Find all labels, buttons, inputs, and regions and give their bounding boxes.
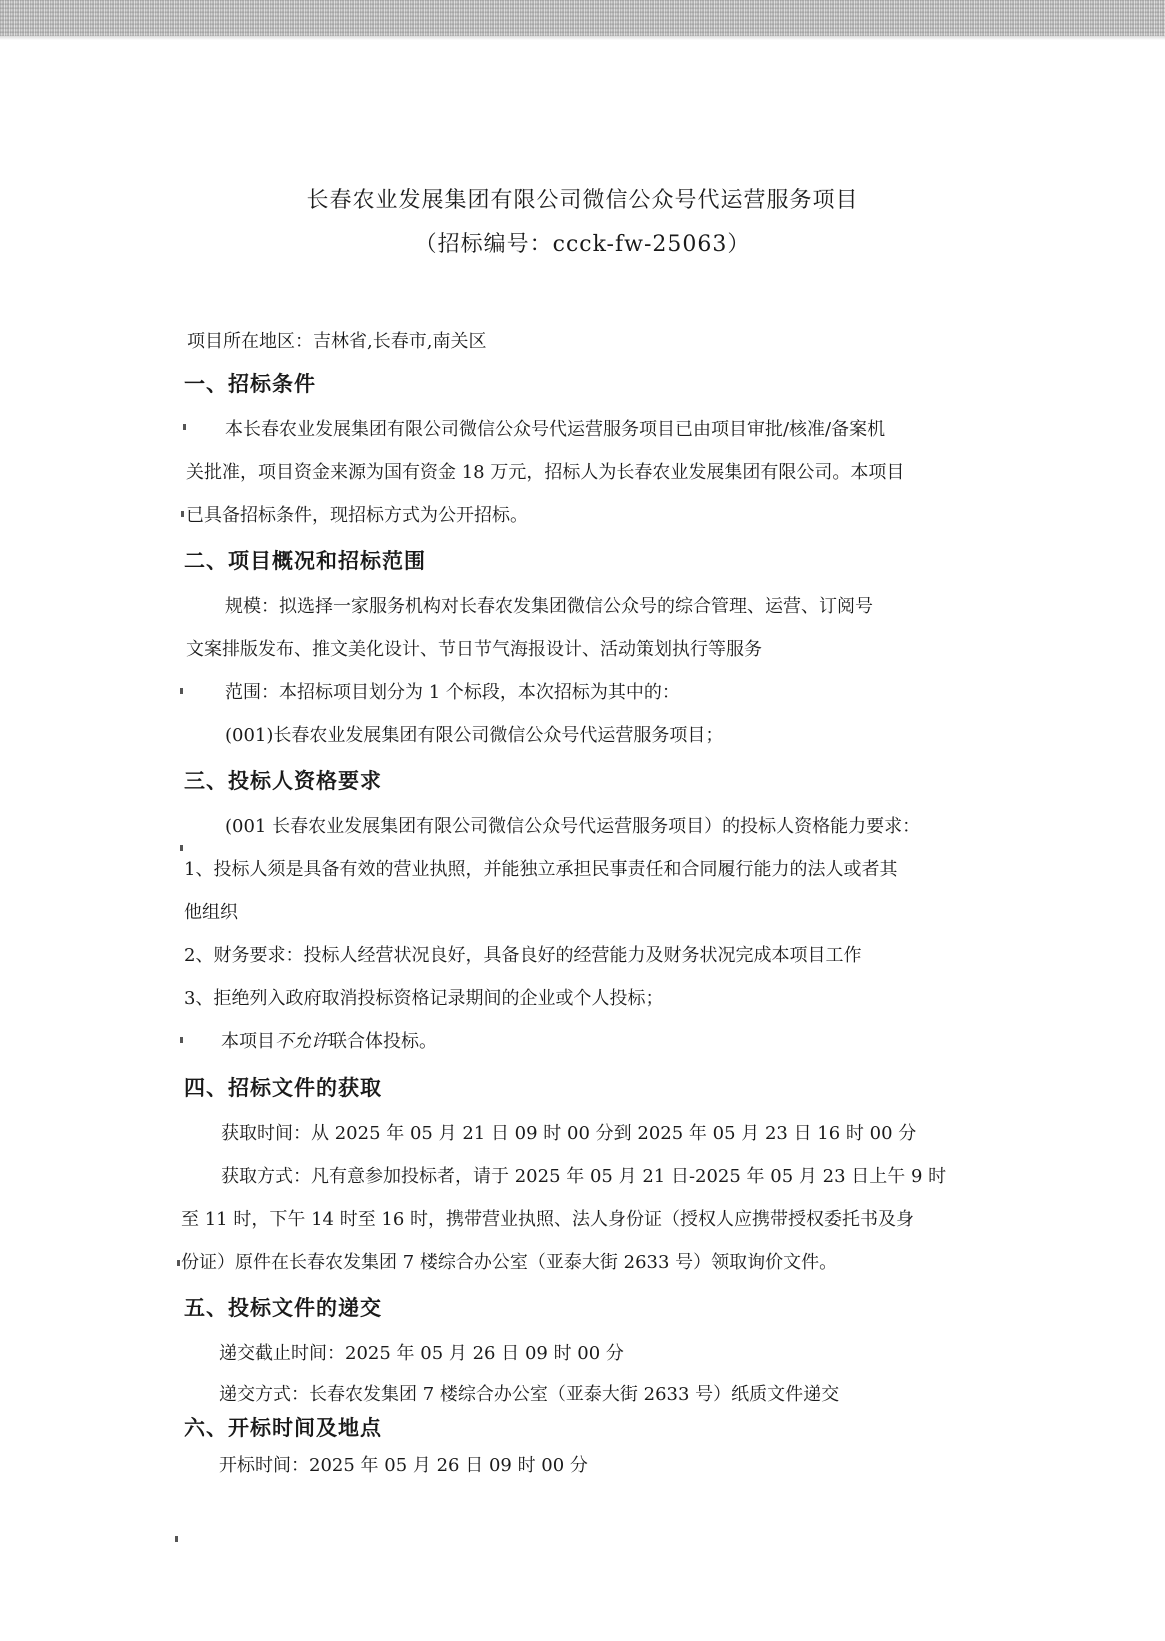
consortium-suffix: 联合体投标。 <box>329 1031 437 1052</box>
consortium-prefix: 本项目 <box>221 1031 275 1052</box>
scan-speck <box>180 688 183 694</box>
section-4-line-1: 获取时间：从 2025 年 05 月 21 日 09 时 00 分到 2025 年 05 月 23 日 16 时 00 分 <box>221 1123 917 1144</box>
section-3-line-4: 2、财务要求：投标人经营状况良好，具备良好的经营能力及财务状况完成本项目工作 <box>184 945 862 966</box>
section-5-line-2: 递交方式：长春农发集团 7 楼综合办公室（亚泰大街 2633 号）纸质文件递交 <box>219 1384 840 1405</box>
scan-noise-strip <box>0 0 1165 36</box>
tender-number: （招标编号：ccck-fw-25063） <box>414 232 751 257</box>
section-1-line-1: 本长春农业发展集团有限公司微信公众号代运营服务项目已由项目审批/核准/备案机 <box>225 419 886 440</box>
consortium-statement <box>221 1027 437 1053</box>
section-6-line-1: 开标时间：2025 年 05 月 26 日 09 时 00 分 <box>219 1455 588 1476</box>
section-2-line-3: 范围：本招标项目划分为 1 个标段，本次招标为其中的： <box>225 682 680 703</box>
section-3-line-1: (001 长春农业发展集团有限公司微信公众号代运营服务项目）的投标人资格能力要求： <box>225 816 921 837</box>
scan-speck <box>183 424 186 430</box>
section-1-line-2: 关批准，项目资金来源为国有资金 18 万元，招标人为长春农业发展集团有限公司。本项目 <box>186 462 905 483</box>
section-2-line-4: (001)长春农业发展集团有限公司微信公众号代运营服务项目； <box>225 725 724 746</box>
document-title: 长春农业发展集团有限公司微信公众号代运营服务项目 <box>306 188 859 213</box>
section-5-heading: 五、投标文件的递交 <box>184 1296 382 1320</box>
section-5-line-1: 递交截止时间：2025 年 05 月 26 日 09 时 00 分 <box>219 1343 624 1364</box>
scan-noise-edge <box>0 36 1165 40</box>
scan-speck <box>175 1536 178 1542</box>
section-3-heading: 三、投标人资格要求 <box>184 769 382 793</box>
section-2-line-2: 文案排版发布、推文美化设计、节日节气海报设计、活动策划执行等服务 <box>186 639 762 660</box>
section-4-line-4: 份证）原件在长春农发集团 7 楼综合办公室（亚泰大街 2633 号）领取询价文件。 <box>181 1252 838 1273</box>
section-1-heading: 一、招标条件 <box>184 372 316 396</box>
section-6-heading: 六、开标时间及地点 <box>184 1416 382 1440</box>
scan-speck <box>180 1037 183 1043</box>
section-3-line-2: 1、投标人须是具备有效的营业执照，并能独立承担民事责任和合同履行能力的法人或者其 <box>184 859 898 880</box>
section-2-heading: 二、项目概况和招标范围 <box>184 549 426 573</box>
section-4-heading: 四、招标文件的获取 <box>184 1076 382 1100</box>
scan-speck <box>177 1260 180 1266</box>
scan-speck <box>180 845 183 851</box>
section-4-line-2: 获取方式：凡有意参加投标者，请于 2025 年 05 月 21 日-2025 年 05 月 23 日上午 9 时 <box>221 1166 947 1187</box>
section-4-line-3: 至 11 时，下午 14 时至 16 时，携带营业执照、法人身份证（授权人应携带授权委托书及身 <box>181 1209 915 1230</box>
section-1-line-3: 已具备招标条件，现招标方式为公开招标。 <box>186 505 528 526</box>
project-location: 项目所在地区：吉林省,长春市,南关区 <box>187 331 487 352</box>
section-3-line-5: 3、拒绝列入政府取消投标资格记录期间的企业或个人投标； <box>184 988 664 1009</box>
consortium-italic: 不允许 <box>275 1031 329 1052</box>
scan-speck <box>181 511 184 517</box>
section-3-line-3: 他组织 <box>184 902 238 923</box>
section-2-line-1: 规模：拟选择一家服务机构对长春农发集团微信公众号的综合管理、运营、订阅号 <box>225 596 873 617</box>
